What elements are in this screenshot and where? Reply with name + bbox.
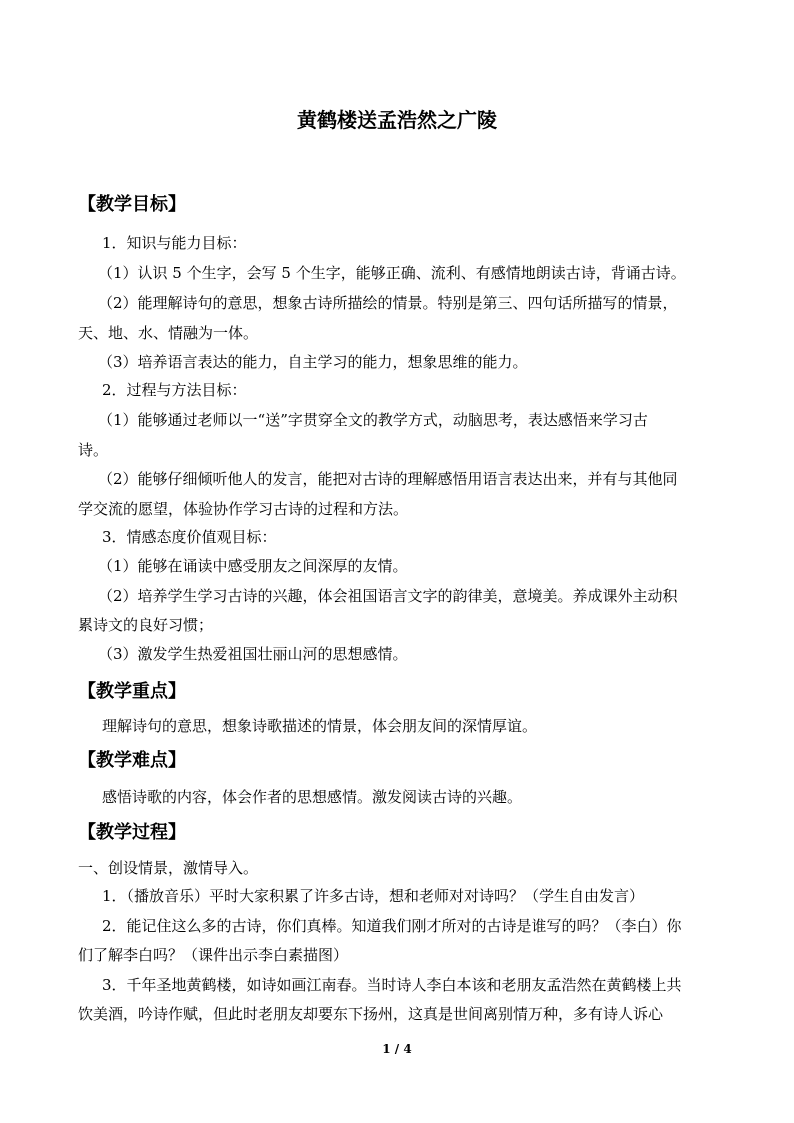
section-heading-key-points: 【教学重点】 bbox=[78, 681, 186, 702]
paragraph-line: （1）能够通过老师以一“送”字贯穿全文的教学方式，动脑思考，表达感悟来学习古 bbox=[98, 411, 648, 429]
paragraph-line: 3．千年圣地黄鹤楼，如诗如画江南春。当时诗人李白本该和老朋友孟浩然在黄鹤楼上共 bbox=[102, 976, 682, 994]
page-number: 1 / 4 bbox=[382, 1042, 412, 1056]
paragraph-line: 累诗文的良好习惯； bbox=[78, 616, 214, 634]
paragraph-line: 们了解李白吗？（课件出示李白素描图） bbox=[78, 946, 349, 964]
paragraph-line: （3）培养语言表达的能力，自主学习的能力，想象思维的能力。 bbox=[98, 353, 528, 371]
paragraph-line: 诗。 bbox=[78, 441, 109, 459]
paragraph-line: 一、创设情景，激情导入。 bbox=[78, 859, 259, 877]
paragraph-line: 天、地、水、情融为一体。 bbox=[78, 324, 259, 342]
section-heading-process: 【教学过程】 bbox=[78, 822, 186, 843]
paragraph-line: 1．（播放音乐）平时大家积累了许多古诗，想和老师对对诗吗？（学生自由发言） bbox=[102, 887, 645, 905]
paragraph-line: 学交流的愿望，体验协作学习古诗的过程和方法。 bbox=[78, 500, 409, 518]
paragraph-line: 2．能记住这么多的古诗，你们真棒。知道我们刚才所对的古诗是谁写的吗？（李白）你 bbox=[102, 917, 682, 935]
paragraph-line: 理解诗句的意思，想象诗歌描述的情景，体会朋友间的深情厚谊。 bbox=[102, 717, 538, 735]
paragraph-line: 3．情感态度价值观目标： bbox=[102, 528, 277, 546]
section-heading-goals: 【教学目标】 bbox=[78, 194, 186, 215]
section-heading-difficulties: 【教学难点】 bbox=[78, 750, 186, 771]
paragraph-line: （2）能够仔细倾听他人的发言，能把对古诗的理解感悟用语言表达出来，并有与其他同 bbox=[98, 470, 678, 488]
paragraph-line: 饮美酒，吟诗作赋，但此时老朋友却要东下扬州，这真是世间离别情万种，多有诗人诉心 bbox=[78, 1005, 664, 1023]
paragraph-line: 1．知识与能力目标： bbox=[102, 234, 247, 252]
page-title: 黄鹤楼送孟浩然之广陵 bbox=[297, 108, 497, 132]
paragraph-line: （3）激发学生热爱祖国壮丽山河的思想感情。 bbox=[98, 645, 408, 663]
paragraph-line: （1）认识 5 个生字，会写 5 个生字，能够正确、流利、有感情地朗读古诗，背诵古诗。 bbox=[98, 264, 686, 282]
paragraph-line: 感悟诗歌的内容，体会作者的思想感情。激发阅读古诗的兴趣。 bbox=[102, 788, 523, 806]
paragraph-line: （2）培养学生学习古诗的兴趣，体会祖国语言文字的韵律美，意境美。养成课外主动积 bbox=[98, 587, 678, 605]
paragraph-line: 2．过程与方法目标： bbox=[102, 381, 247, 399]
paragraph-line: （2）能理解诗句的意思，想象古诗所描绘的情景。特别是第三、四句话所描写的情景， bbox=[98, 294, 678, 312]
paragraph-line: （1）能够在诵读中感受朋友之间深厚的友情。 bbox=[98, 557, 408, 575]
